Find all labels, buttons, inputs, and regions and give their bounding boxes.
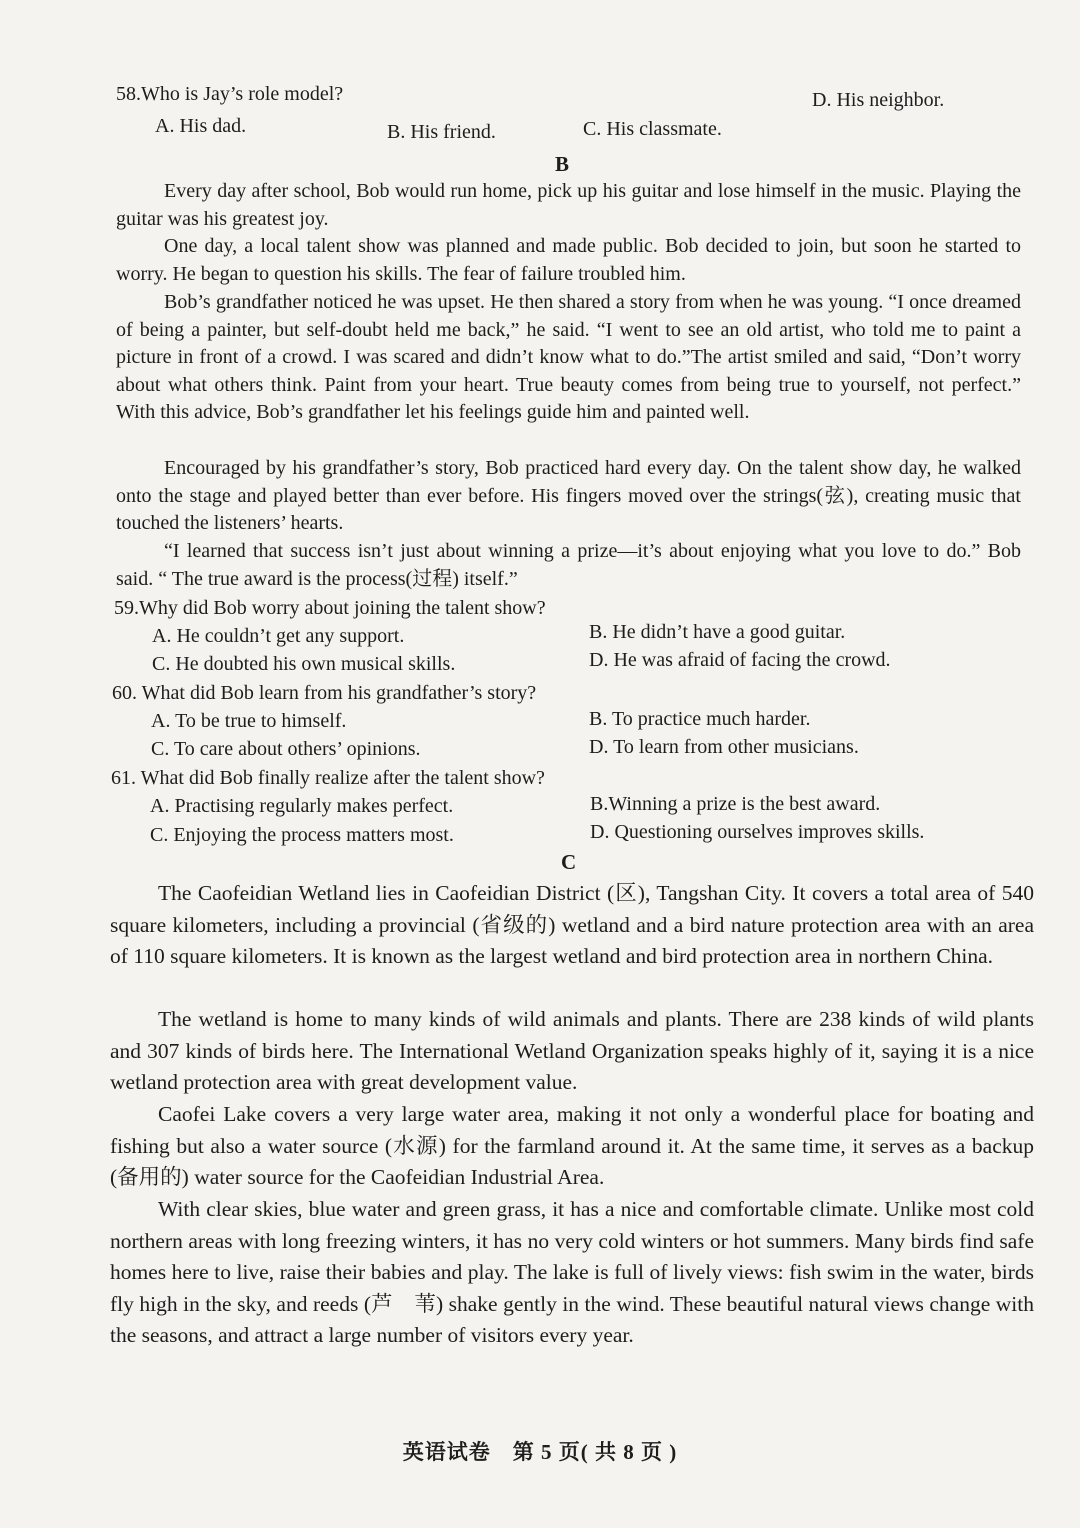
section-b-heading: B (555, 152, 570, 176)
option-a: A. Practising regularly makes perfect. (150, 795, 454, 817)
option-c: C. He doubted his own musical skills. (152, 653, 456, 675)
option-b: B. To practice much harder. (589, 708, 811, 730)
passage-b-paragraph-4: Encouraged by his grandfather’s story, Bob practiced hard every day. On the talent show day, he walked onto the stage and played better than ever before. His fingers moved over the strings(弦), creating music that touched the listeners’ hearts. (116, 457, 1021, 535)
option-c: C. Enjoying the process matters most. (150, 824, 454, 846)
option-c: C. His classmate. (583, 118, 722, 140)
question-stem: 61. What did Bob finally realize after the talent show? (111, 767, 545, 789)
option-b: B.Winning a prize is the best award. (590, 793, 881, 815)
passage-c-paragraph-3: Caofei Lake covers a very large water area, making it not only a wonderful place for boating and fishing but also a water source (水源) for the farmland around it. At the same time, it serves as a backup (备用的) water source for the Caofeidian Industrial Area. (110, 1102, 1034, 1190)
passage-b-paragraph-1: Every day after school, Bob would run home, pick up his guitar and lose himself in the music. Playing the guitar was his greatest joy. (116, 180, 1021, 230)
option-b: B. His friend. (387, 121, 496, 143)
option-b: B. He didn’t have a good guitar. (589, 621, 846, 643)
passage-b-paragraph-2: One day, a local talent show was planned and made public. Bob decided to join, but soon he started to worry. He began to question his skills. The fear of failure troubled him. (116, 235, 1021, 285)
option-a: A. To be true to himself. (151, 710, 347, 732)
passage-b-paragraph-5: “I learned that success isn’t just about winning a prize—it’s about enjoying what you love to do.” Bob said. “ The true award is the process(过程) itself.” (116, 540, 1021, 590)
option-d: D. He was afraid of facing the crowd. (589, 649, 891, 671)
passage-c-paragraph-4: With clear skies, blue water and green grass, it has a nice and comfortable climate. Unlike most cold northern areas with long freezing winters, it has no very cold winters or hot summers. Many birds find safe homes here to live, raise their babies and play. The lake is full of lively views: fish swim in the water, birds fly high in the sky, and reeds (芦 苇) shake gently in the wind. These beautiful natural views change with the seasons, and attract a large number of visitors every year. (110, 1197, 1034, 1348)
option-d: D. Questioning ourselves improves skills. (590, 821, 925, 843)
option-c: C. To care about others’ opinions. (151, 738, 421, 760)
option-d: D. To learn from other musicians. (589, 736, 859, 758)
option-a: A. He couldn’t get any support. (152, 625, 405, 647)
option-a: A. His dad. (155, 115, 247, 137)
page-footer: 英语试卷 第 5 页( 共 8 页 ) (402, 1440, 678, 1464)
question-stem: 58.Who is Jay’s role model? (116, 83, 344, 105)
passage-c-paragraph-2: The wetland is home to many kinds of wild animals and plants. There are 238 kinds of wild plants and 307 kinds of birds here. The International Wetland Organization speaks highly of it, saying it is a nice wetland protection area with great development value. (110, 1007, 1034, 1095)
passage-c-paragraph-1: The Caofeidian Wetland lies in Caofeidian District (区), Tangshan City. It covers a total area of 540 square kilometers, including a provincial (省级的) wetland and a bird nature protection area with an area of 110 square kilometers. It is known as the largest wetland and bird protection area in northern China. (110, 881, 1034, 969)
section-c-heading: C (561, 850, 577, 874)
question-stem: 60. What did Bob learn from his grandfather’s story? (112, 682, 537, 704)
passage-b-paragraph-3: Bob’s grandfather noticed he was upset. He then shared a story from when he was young. “I once dreamed of being a painter, but self-doubt held me back,” he said. “I went to see an old artist, who told me to paint a picture in front of a crowd. I was scared and didn’t know what to do.”The artist smiled and said, “Don’t worry about what others think. Paint from your heart. True beauty comes from being true to yourself, not perfect.” With this advice, Bob’s grandfather let his feelings guide him and painted well. (116, 291, 1021, 424)
question-stem: 59.Why did Bob worry about joining the talent show? (114, 597, 546, 619)
option-d: D. His neighbor. (812, 89, 945, 111)
